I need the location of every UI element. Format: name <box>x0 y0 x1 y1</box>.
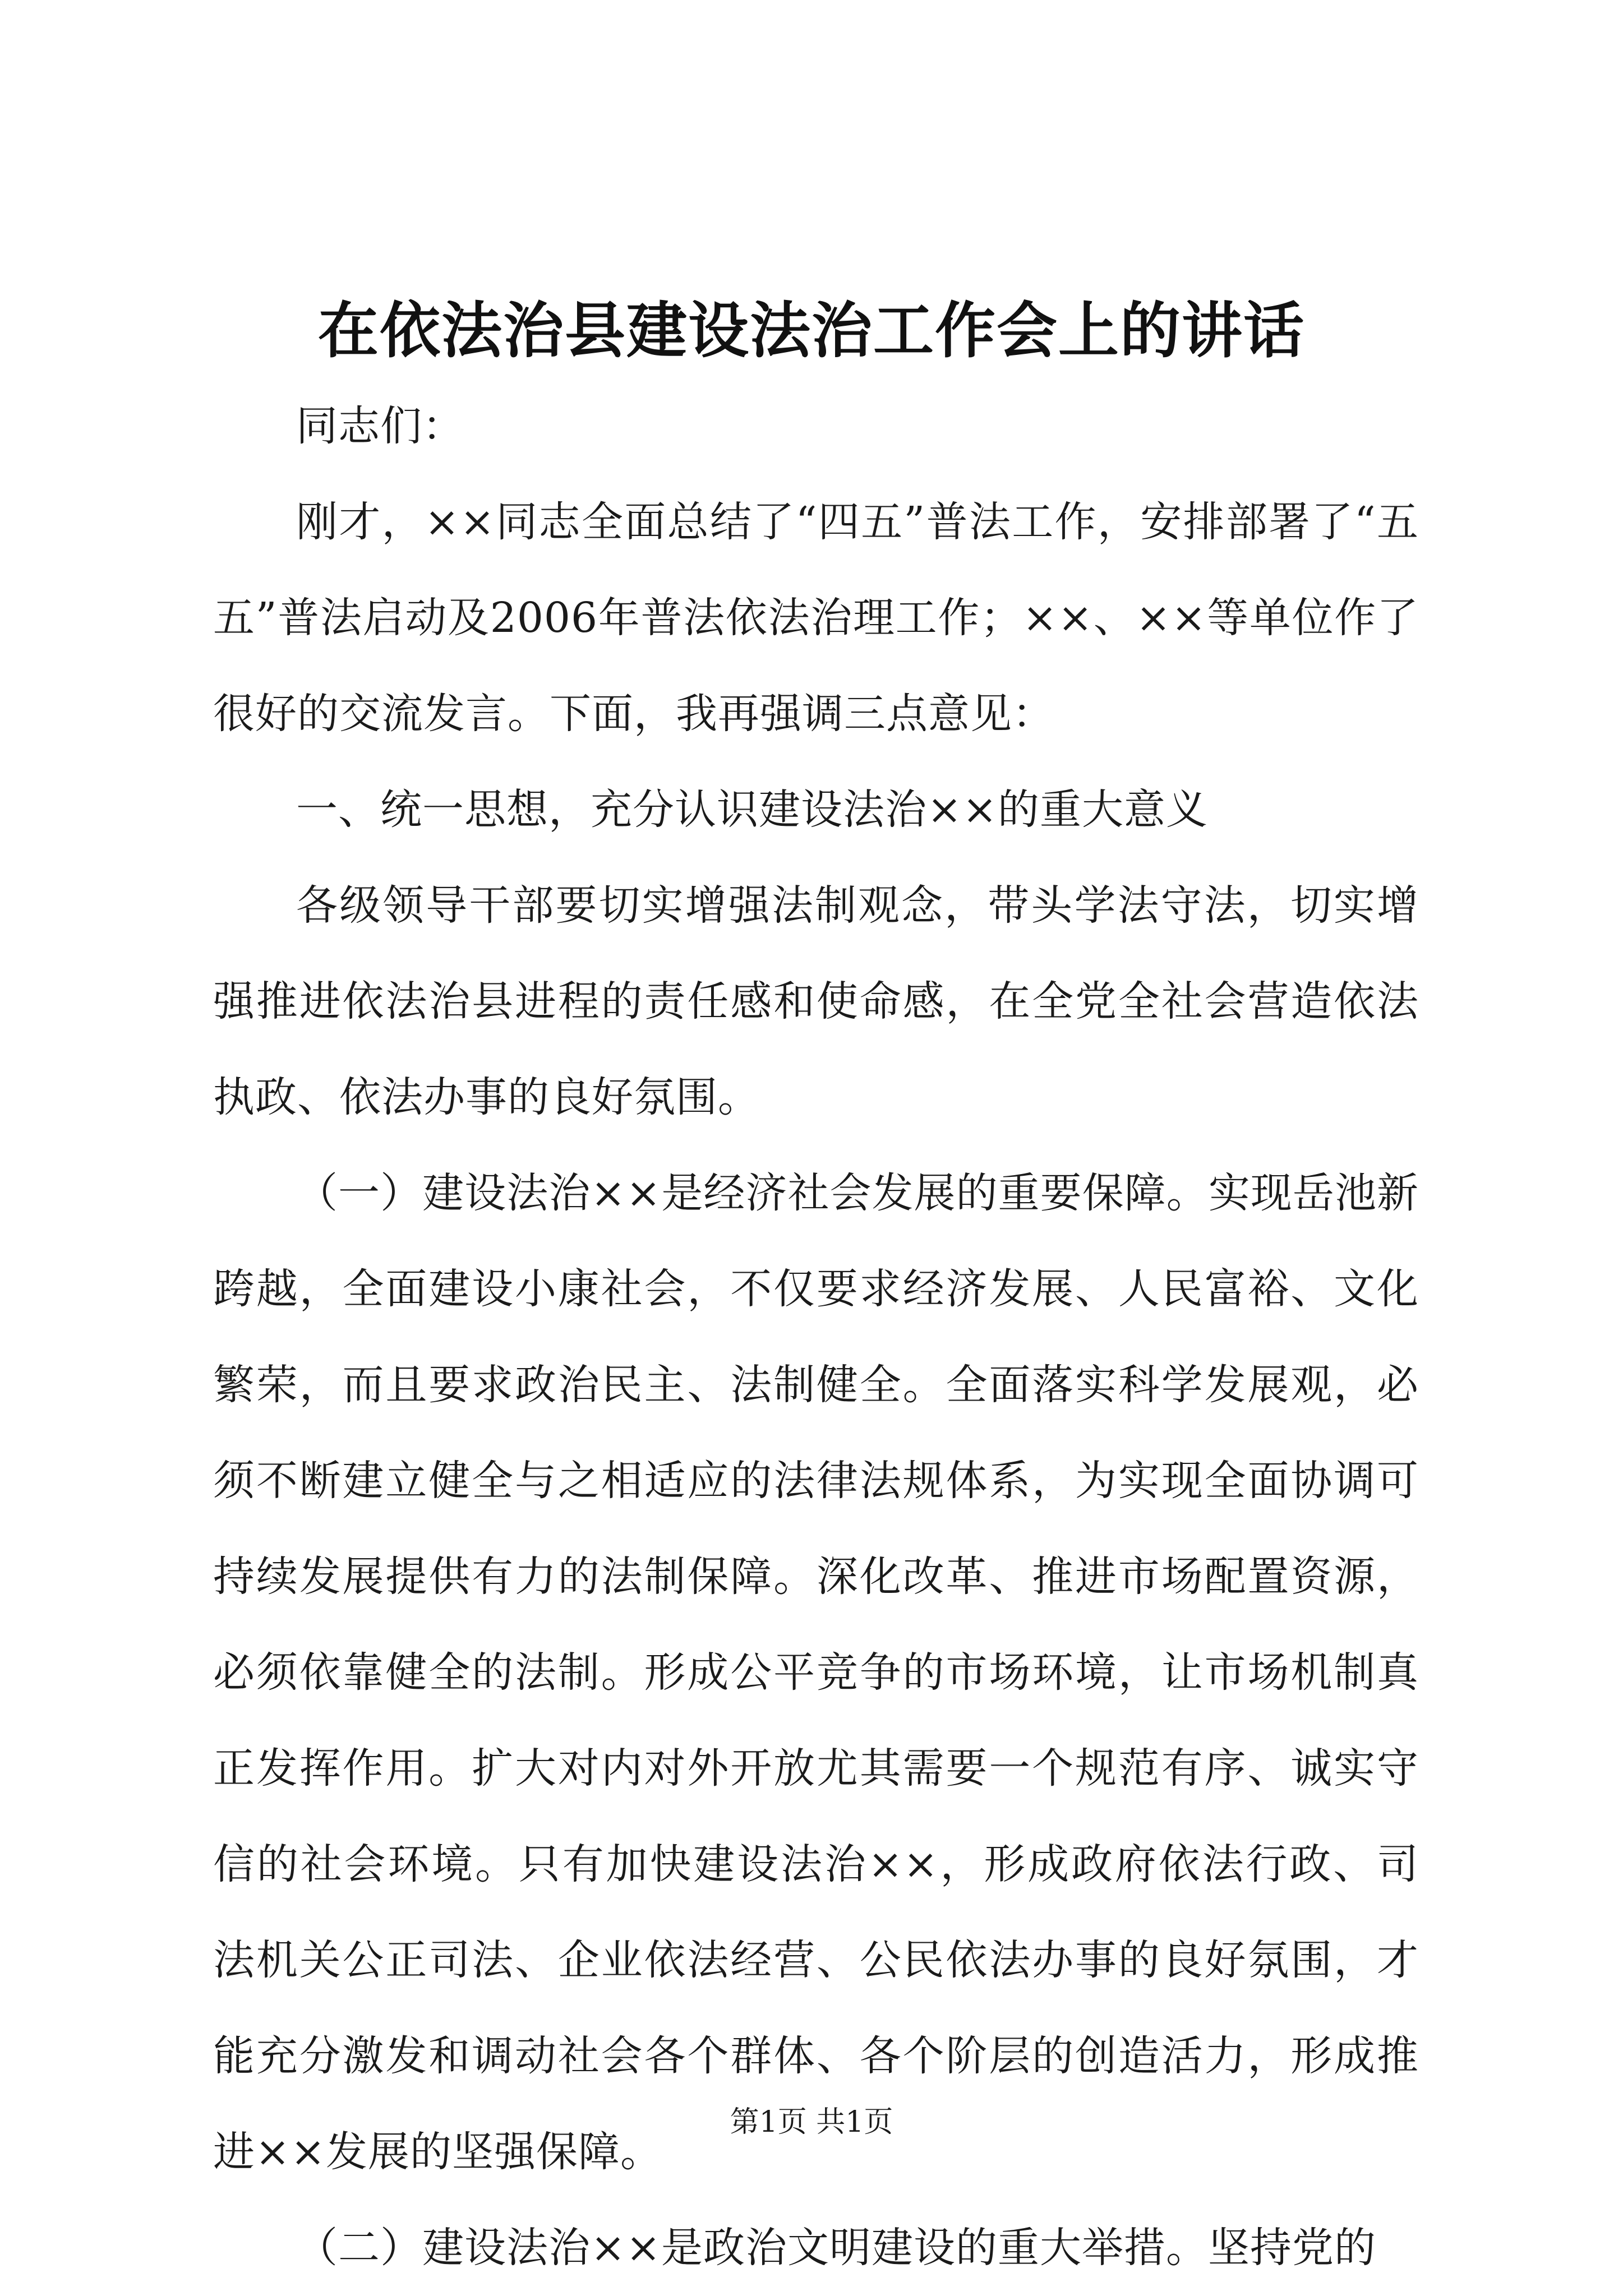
document-body <box>213 378 1419 2296</box>
document-title: 在依法治县建设法治工作会上的讲话 <box>317 295 1305 366</box>
subsection-paragraph-2: （二）建设法治××是政治文明建设的重大举措。坚持党的 <box>296 2224 1377 2272</box>
section-heading-1: 一、统一思想，充分认识建设法治××的重大意义 <box>296 786 1209 834</box>
subsection-paragraph-1: （一）建设法治××是经济社会发展的重要保障。实现岳池新跨越，全面建设小康社会，不仅要求经济发展、人民富裕、文化繁荣，而且要求政治民主、法制健全。全面落实科学发展观，必须不断建立健全与之相适应的法律法规体系，为实现全面协调可持续发展提供有力的法制保障。深化改革、推进市场配置资源，必须依靠健全的法制。形成公平竞争的市场环境，让市场机制真正发挥作用。扩大对内对外开放尤其需要一个规范有序、诚实守信的社会环境。只有加快建设法治××，形成政府依法行政、司法机关公正司法、企业依法经营、公民依法办事的良好氛围，才能充分激发和调动社会各个群体、各个阶层的创造活力，形成推进××发展的坚强保障。 <box>213 1169 1419 2176</box>
intro-paragraph: 刚才，××同志全面总结了“四五”普法工作，安排部署了“五五”普法启动及2006年普法依法治理工作；××、××等单位作了很好的交流发言。下面，我再强调三点意见： <box>213 498 1419 738</box>
salutation-paragraph: 同志们： <box>296 402 464 450</box>
page-footer: 第1页 共1页 <box>730 2105 893 2139</box>
body-paragraph: 各级领导干部要切实增强法制观念，带头学法守法，切实增强推进依法治县进程的责任感和使命感，在全党全社会营造依法执政、依法办事的良好氛围。 <box>213 881 1419 1121</box>
